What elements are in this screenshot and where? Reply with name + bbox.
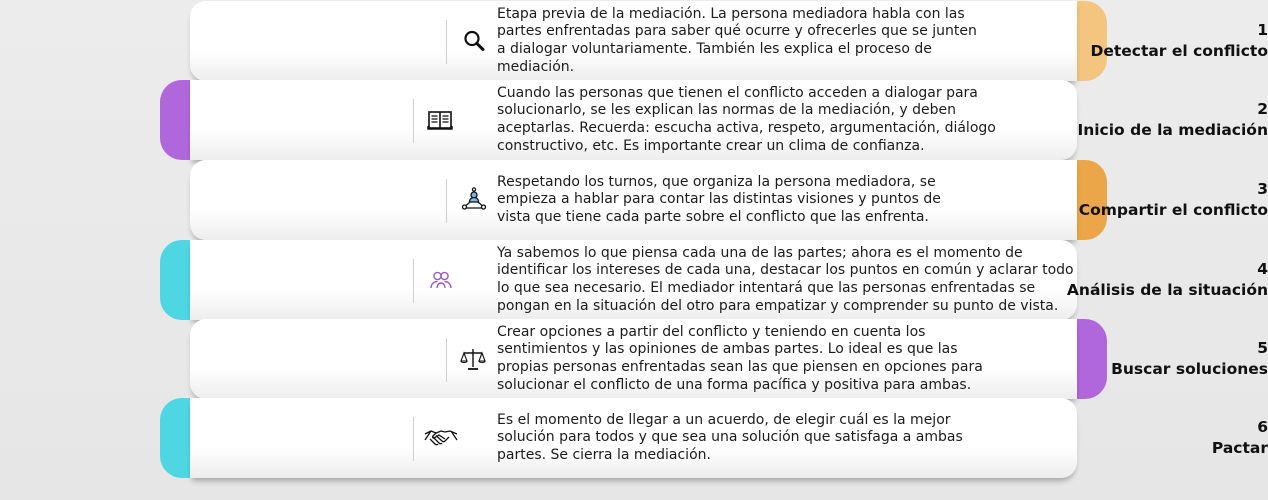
step-row-4 (0, 240, 1268, 320)
book-icon (427, 107, 453, 133)
team-network-icon (461, 187, 487, 213)
step-number: 6 (1257, 418, 1268, 436)
balance-scale-icon (460, 346, 486, 372)
people-icon (428, 267, 454, 293)
divider (413, 259, 414, 303)
step-description: Ya sabemos lo que piensa cada una de las partes; ahora es el momento de identificar los intereses de cada una, destacar los puntos en común y aclarar todo lo que sea necesario. El mediador intentará que las personas enfrentadas se pongan en la situación del otro para empatizar y comprender su punto de vista. (497, 244, 1074, 314)
divider (446, 179, 447, 223)
step-row-1 (0, 1, 1268, 81)
step-row-5 (0, 319, 1268, 399)
step-number: 4 (1257, 260, 1268, 278)
step-title: Análisis de la situación (1066, 281, 1268, 299)
step-title: Inicio de la mediación (1077, 121, 1268, 139)
divider (413, 99, 414, 143)
handshake-icon (424, 425, 458, 451)
step-title: Compartir el conflicto (1078, 201, 1268, 219)
divider (446, 20, 447, 64)
step-title: Detectar el conflicto (1090, 42, 1268, 60)
step-row-3 (0, 160, 1268, 240)
step-description: Respetando los turnos, que organiza la persona mediadora, se empieza a hablar para contar las distintas visiones y puntos de vista que tiene cada parte sobre el conflicto que las enfrenta. (497, 173, 941, 225)
step-number: 5 (1257, 339, 1268, 357)
divider (413, 417, 414, 461)
divider (446, 338, 447, 382)
step-title: Pactar (1211, 439, 1268, 457)
step-description: Crear opciones a partir del conflicto y teniendo en cuenta los sentimientos y las opiniones de ambas partes. Lo ideal es que las propias personas enfrentadas sean las que piensen en opciones para solucionar el conflicto de una forma pacífica y positiva para ambas. (497, 323, 983, 393)
step-row-2 (0, 80, 1268, 160)
step-description: Es el momento de llegar a un acuerdo, de elegir cuál es la mejor solución para todos y que sea una solución que satisfaga a ambas partes. Se cierra la mediación. (497, 411, 963, 463)
magnifier-icon (461, 28, 487, 54)
step-number: 1 (1257, 21, 1268, 39)
step-description: Etapa previa de la mediación. La persona mediadora habla con las partes enfrentadas para saber qué ocurre y ofrecerles que se junten a dialogar voluntariamente. También les explica el proceso de mediación. (497, 5, 977, 75)
step-number: 2 (1257, 100, 1268, 118)
step-description: Cuando las personas que tienen el conflicto acceden a dialogar para solucionarlo, se les explican las normas de la mediación, y deben aceptarlas. Recuerda: escucha activa, respeto, argumentación, diálogo constructivo, etc. Es importante crear un clima de confianza. (497, 84, 996, 154)
step-title: Buscar soluciones (1111, 360, 1268, 378)
step-row-6 (0, 398, 1268, 478)
step-number: 3 (1257, 180, 1268, 198)
